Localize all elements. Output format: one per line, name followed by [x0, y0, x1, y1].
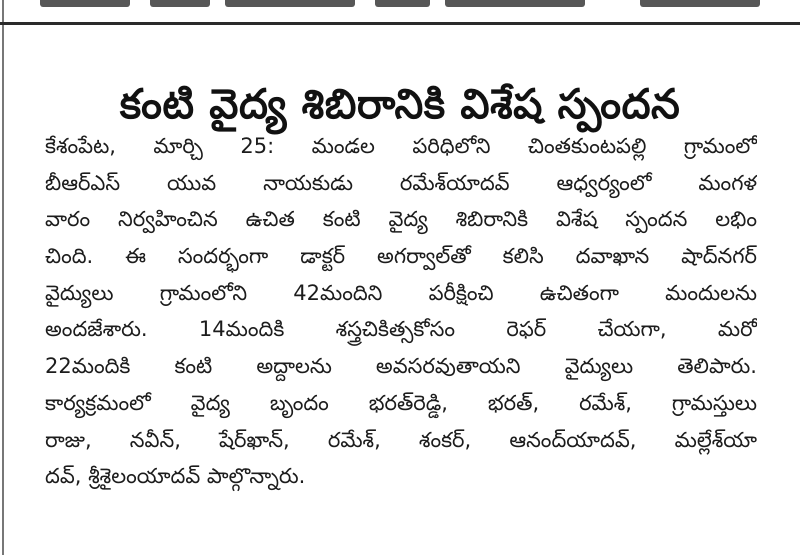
article-body — [45, 128, 757, 495]
article-body-line: దవ్, శ్రీశైలంయాదవ్ పాల్గొన్నారు. — [45, 464, 306, 489]
clipped-text-fragment — [375, 0, 430, 7]
article-body-line: కార్యక్రమంలో వైద్య బృందం భరత్‌రెడ్డి, భరత్, రమేశ్, గ్రామస్తులు — [45, 390, 757, 415]
clipped-text-fragment — [445, 0, 585, 7]
clipped-previous-article-text — [0, 0, 800, 14]
clipped-text-fragment — [150, 0, 210, 7]
article-headline: కంటి వైద్య శిబిరానికి విశేష స్పందన — [119, 80, 681, 129]
article-body-line: 22మందికి కంటి అద్దాలను అవసరవుతాయని వైద్యులు తెలిపారు. — [45, 354, 757, 379]
article-body-line: బీఆర్ఎస్ యువ నాయకుడు రమేశ్‌యాదవ్ ఆధ్వర్యంలో మంగళ — [45, 170, 757, 195]
article-body-line: కేశంపేట, మార్చి 25: మండల పరిధిలోని చింతకుంటపల్లి గ్రామంలో — [45, 134, 757, 158]
article-body-line: వారం నిర్వహించిన ఉచిత కంటి వైద్య శిబిరానికి విశేష స్పందన లభిం — [45, 207, 757, 232]
article-body-line: వైద్యులు గ్రామంలోని 42మందిని పరీక్షించి ఉచితంగా మందులను — [45, 280, 757, 305]
clipped-text-fragment — [40, 0, 130, 7]
article-body-line: చింది. ఈ సందర్భంగా డాక్టర్ అగర్వాల్‌తో కలిసి దవాఖాన షాద్‌నగర్ — [45, 244, 757, 269]
clipped-text-fragment — [225, 0, 355, 7]
clipped-text-fragment — [640, 0, 760, 7]
column-border — [2, 0, 4, 555]
article-body-line: రాజు, నవీన్, షేర్‌ఖాన్, రమేశ్, శంకర్, ఆనంద్‌యాదవ్, మల్లేశ్‌యా — [45, 427, 757, 452]
article-body-line: అందజేశారు. 14మందికి శస్త్రచికిత్సకోసం రెఫర్ చేయగా, మరో — [45, 317, 757, 342]
article-separator-rule — [0, 22, 800, 25]
